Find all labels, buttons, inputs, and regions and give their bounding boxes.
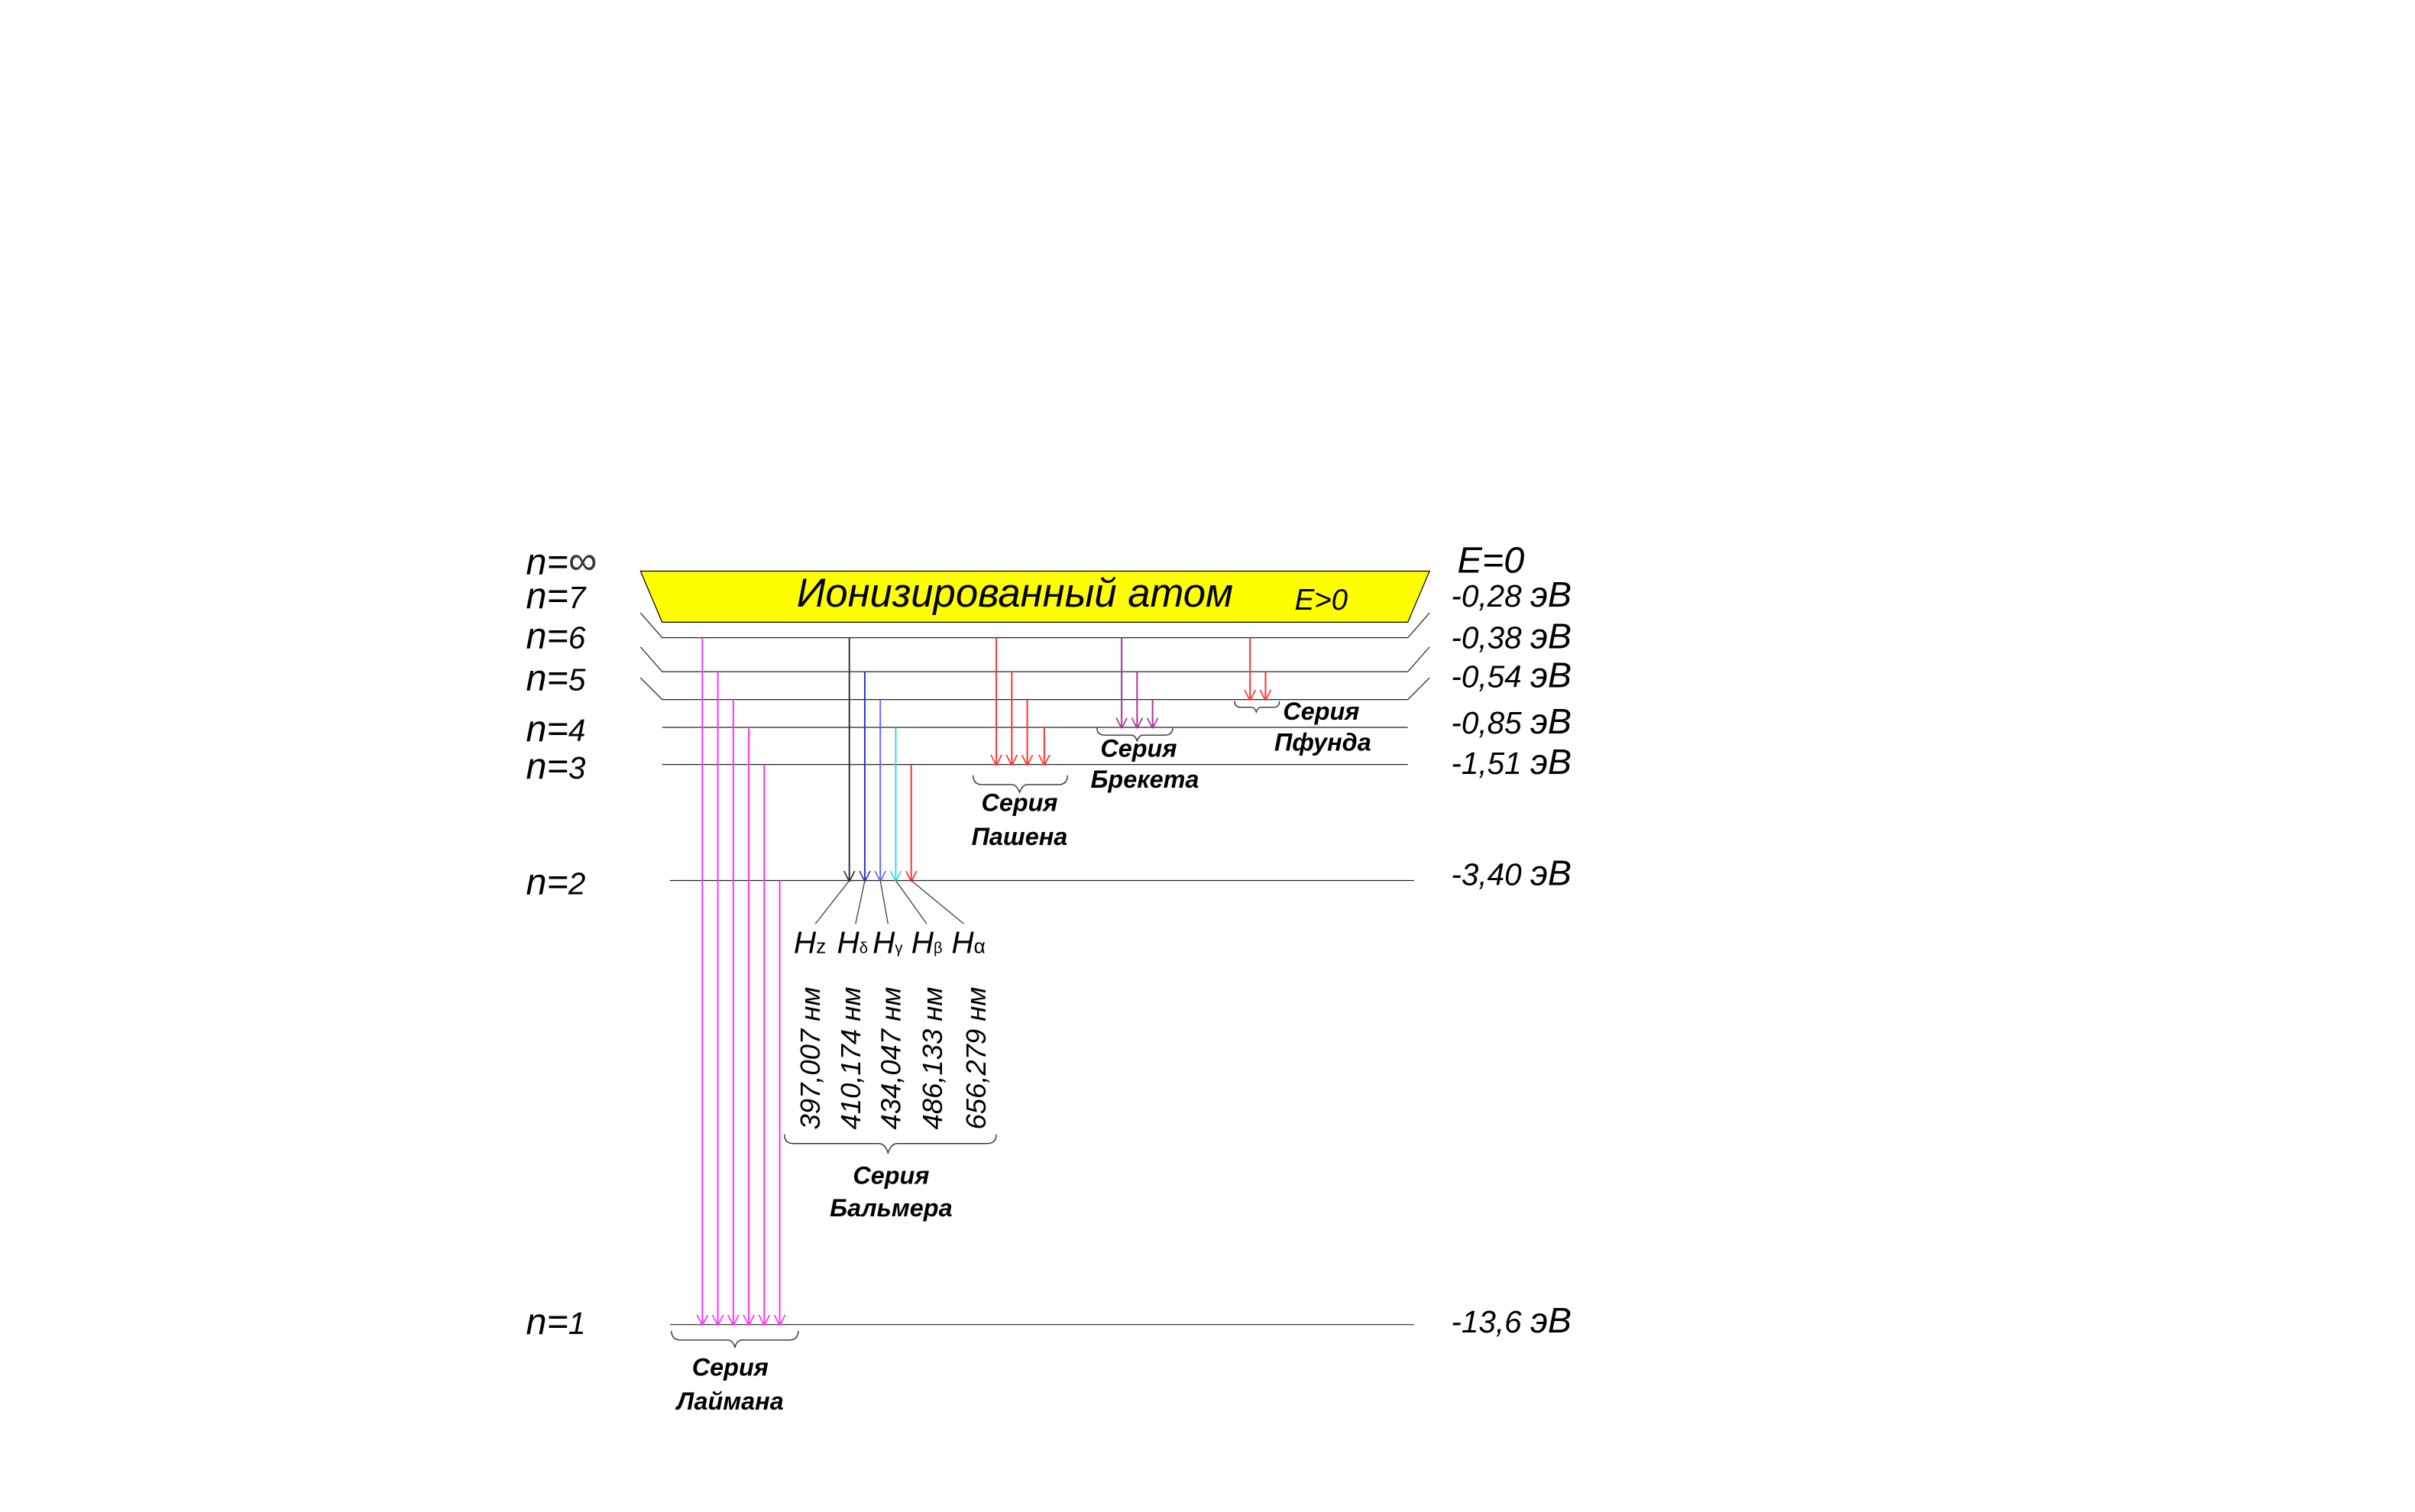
ionized-label: Ионизированный атом [796,571,1234,617]
balmer-wavelength-hgamma: 434,047 нм [875,986,907,1130]
balmer-pointer [815,881,850,924]
balmer-label-line2: Бальмера [830,1193,953,1222]
lyman-arrows [702,638,779,1325]
balmer-pointer [856,881,865,924]
balmer-pointers [815,881,963,924]
n-labels [526,539,597,1342]
lyman-label-line1: Серия [691,1353,769,1381]
balmer-wavelength-hz: 397,007 нм [795,986,827,1130]
n-label-1: n=1 [526,1300,586,1342]
balmer-symbol-halpha: Hα [951,924,986,960]
brackett-label-line1: Серия [1100,734,1177,762]
paschen-arrows [996,638,1044,765]
energy-label-5: -0,54 эВ [1451,655,1572,695]
balmer-symbol-hdelta: Hδ [837,924,869,960]
energy-label-4: -0,85 эВ [1451,701,1572,742]
n-label-7: n=7 [526,575,586,617]
pfund-arrows [1250,638,1265,700]
balmer-pointer [911,881,964,924]
energy-label-inf: E=0 [1457,539,1525,581]
n-label-5: n=5 [526,657,586,699]
balmer-arrows [850,638,911,881]
level-line-5 [640,678,1429,699]
brackett-label-line2: Брекета [1090,766,1199,794]
balmer-pointer [895,881,926,924]
n-label-inf: n=∞ [526,538,597,584]
energy-labels [1451,540,1571,1340]
balmer-wavelength-hdelta: 410,174 нм [834,986,866,1130]
balmer-symbols [794,925,986,960]
energy-label-6: -0,38 эВ [1451,616,1572,656]
brackett-arrows [1122,638,1152,727]
balmer-wavelength-hbeta: 486,133 нм [917,986,949,1130]
pfund-brace [1235,701,1280,712]
pfund-label-line2: Пфунда [1274,728,1371,756]
balmer-symbol-hgamma: Hγ [872,924,903,960]
energy-label-3: -1,51 эВ [1451,741,1572,782]
balmer-brace [785,1135,996,1153]
energy-label-1: -13,6 эВ [1451,1300,1572,1340]
paschen-label-line2: Пашена [971,822,1068,850]
balmer-symbol-hz: Hz [793,924,827,960]
balmer-pointer [880,881,888,924]
pfund-label-line1: Серия [1283,697,1360,725]
balmer-symbol-hbeta: Hβ [911,924,943,960]
lyman-label-line2: Лаймана [676,1387,784,1416]
energy-label-2: -3,40 эВ [1451,853,1572,893]
level-line-6 [640,647,1429,672]
lyman-brace [672,1331,798,1348]
energy-label-7: -0,28 эВ [1451,575,1572,615]
balmer-wavelengths [795,987,992,1130]
ionized-energy-condition: E>0 [1294,584,1348,617]
n-label-3: n=3 [526,745,586,787]
n-label-2: n=2 [526,861,586,903]
paschen-label-line1: Серия [981,788,1058,817]
n-label-6: n=6 [526,615,586,657]
balmer-wavelength-halpha: 656,279 нм [960,986,992,1130]
balmer-label-line1: Серия [853,1161,930,1190]
n-label-4: n=4 [526,708,586,750]
